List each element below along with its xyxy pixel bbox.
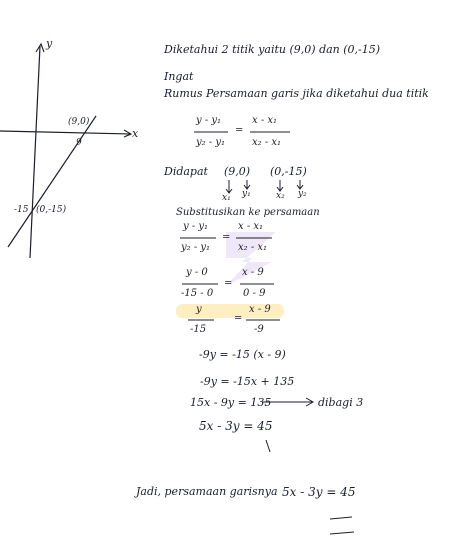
formula-equals: = xyxy=(235,125,244,136)
assign-x1: x₁ xyxy=(222,193,231,203)
point-bottom-label: (0,-15) xyxy=(36,205,67,215)
step3-lhs-numerator: y xyxy=(196,304,202,315)
step3-equals: = xyxy=(234,313,243,324)
step2-lhs-numerator: y - 0 xyxy=(186,267,208,278)
step6-text: 15x - 9y = 135 xyxy=(190,396,272,409)
obtained-point-2: (0,-15) xyxy=(270,165,307,178)
step5-text: -9y = -15x + 135 xyxy=(200,375,295,388)
step1-rhs-numerator: x - x₁ xyxy=(238,221,264,232)
obtained-point-1: (9,0) xyxy=(224,165,251,178)
step3-rhs-denominator: -9 xyxy=(254,324,264,335)
assign-y2: y₂ xyxy=(298,189,307,199)
down-arrow-icon xyxy=(297,180,303,189)
step7-text: 5x - 3y = 45 xyxy=(199,419,273,433)
down-arrow-icon xyxy=(277,180,283,191)
double-underline-bottom xyxy=(330,532,354,534)
formula-rhs-numerator: x - x₁ xyxy=(252,115,278,126)
step2-rhs-denominator: 0 - 9 xyxy=(243,288,266,299)
conclusion-text: Jadi, persamaan garisnya xyxy=(136,485,278,498)
final-answer: 5x - 3y = 45 xyxy=(282,485,356,499)
assign-x2: x₂ xyxy=(276,191,285,201)
down-arrow-icon xyxy=(244,180,250,189)
formula-lhs-numerator: y - y₁ xyxy=(196,115,222,126)
step4-text: -9y = -15 (x - 9) xyxy=(199,348,286,361)
assign-y1: y₁ xyxy=(242,189,251,199)
formula-title: Rumus Persamaan garis jika diketahui dua titik xyxy=(164,87,429,100)
step3-rhs-numerator: x - 9 xyxy=(249,304,271,315)
step2-equals: = xyxy=(224,278,233,289)
obtained-label: Didapat xyxy=(164,165,208,178)
given-text: Diketahui 2 titik yaitu (9,0) dan (0,-15) xyxy=(164,43,381,56)
y-axis-label: y xyxy=(46,37,53,50)
step6-note: dibagi 3 xyxy=(318,396,364,409)
step2-rhs-numerator: x - 9 xyxy=(242,267,264,278)
y-intercept-label: -15 xyxy=(14,205,29,215)
step1-equals: = xyxy=(222,232,231,243)
formula-lhs-denominator: y₂ - y₁ xyxy=(196,137,226,148)
right-arrow-icon xyxy=(262,398,313,406)
step3-lhs-denominator: -15 xyxy=(190,324,207,335)
x-axis-label: x xyxy=(132,127,139,140)
down-arrow-icon xyxy=(226,180,232,193)
point-top-label: (9,0) xyxy=(68,117,90,127)
double-underline-top xyxy=(330,517,352,519)
checkmark-tick xyxy=(266,440,270,452)
x-intercept-label: 9 xyxy=(76,138,82,148)
step1-lhs-denominator: y₂ - y₁ xyxy=(181,242,211,253)
step1-rhs-denominator: x₂ - x₁ xyxy=(238,242,268,253)
remember-text: Ingat xyxy=(164,70,194,83)
step2-lhs-denominator: -15 - 0 xyxy=(181,288,214,299)
step1-lhs-numerator: y - y₁ xyxy=(183,221,209,232)
substitute-text: Substitusikan ke persamaan xyxy=(176,207,320,218)
formula-rhs-denominator: x₂ - x₁ xyxy=(252,137,282,148)
